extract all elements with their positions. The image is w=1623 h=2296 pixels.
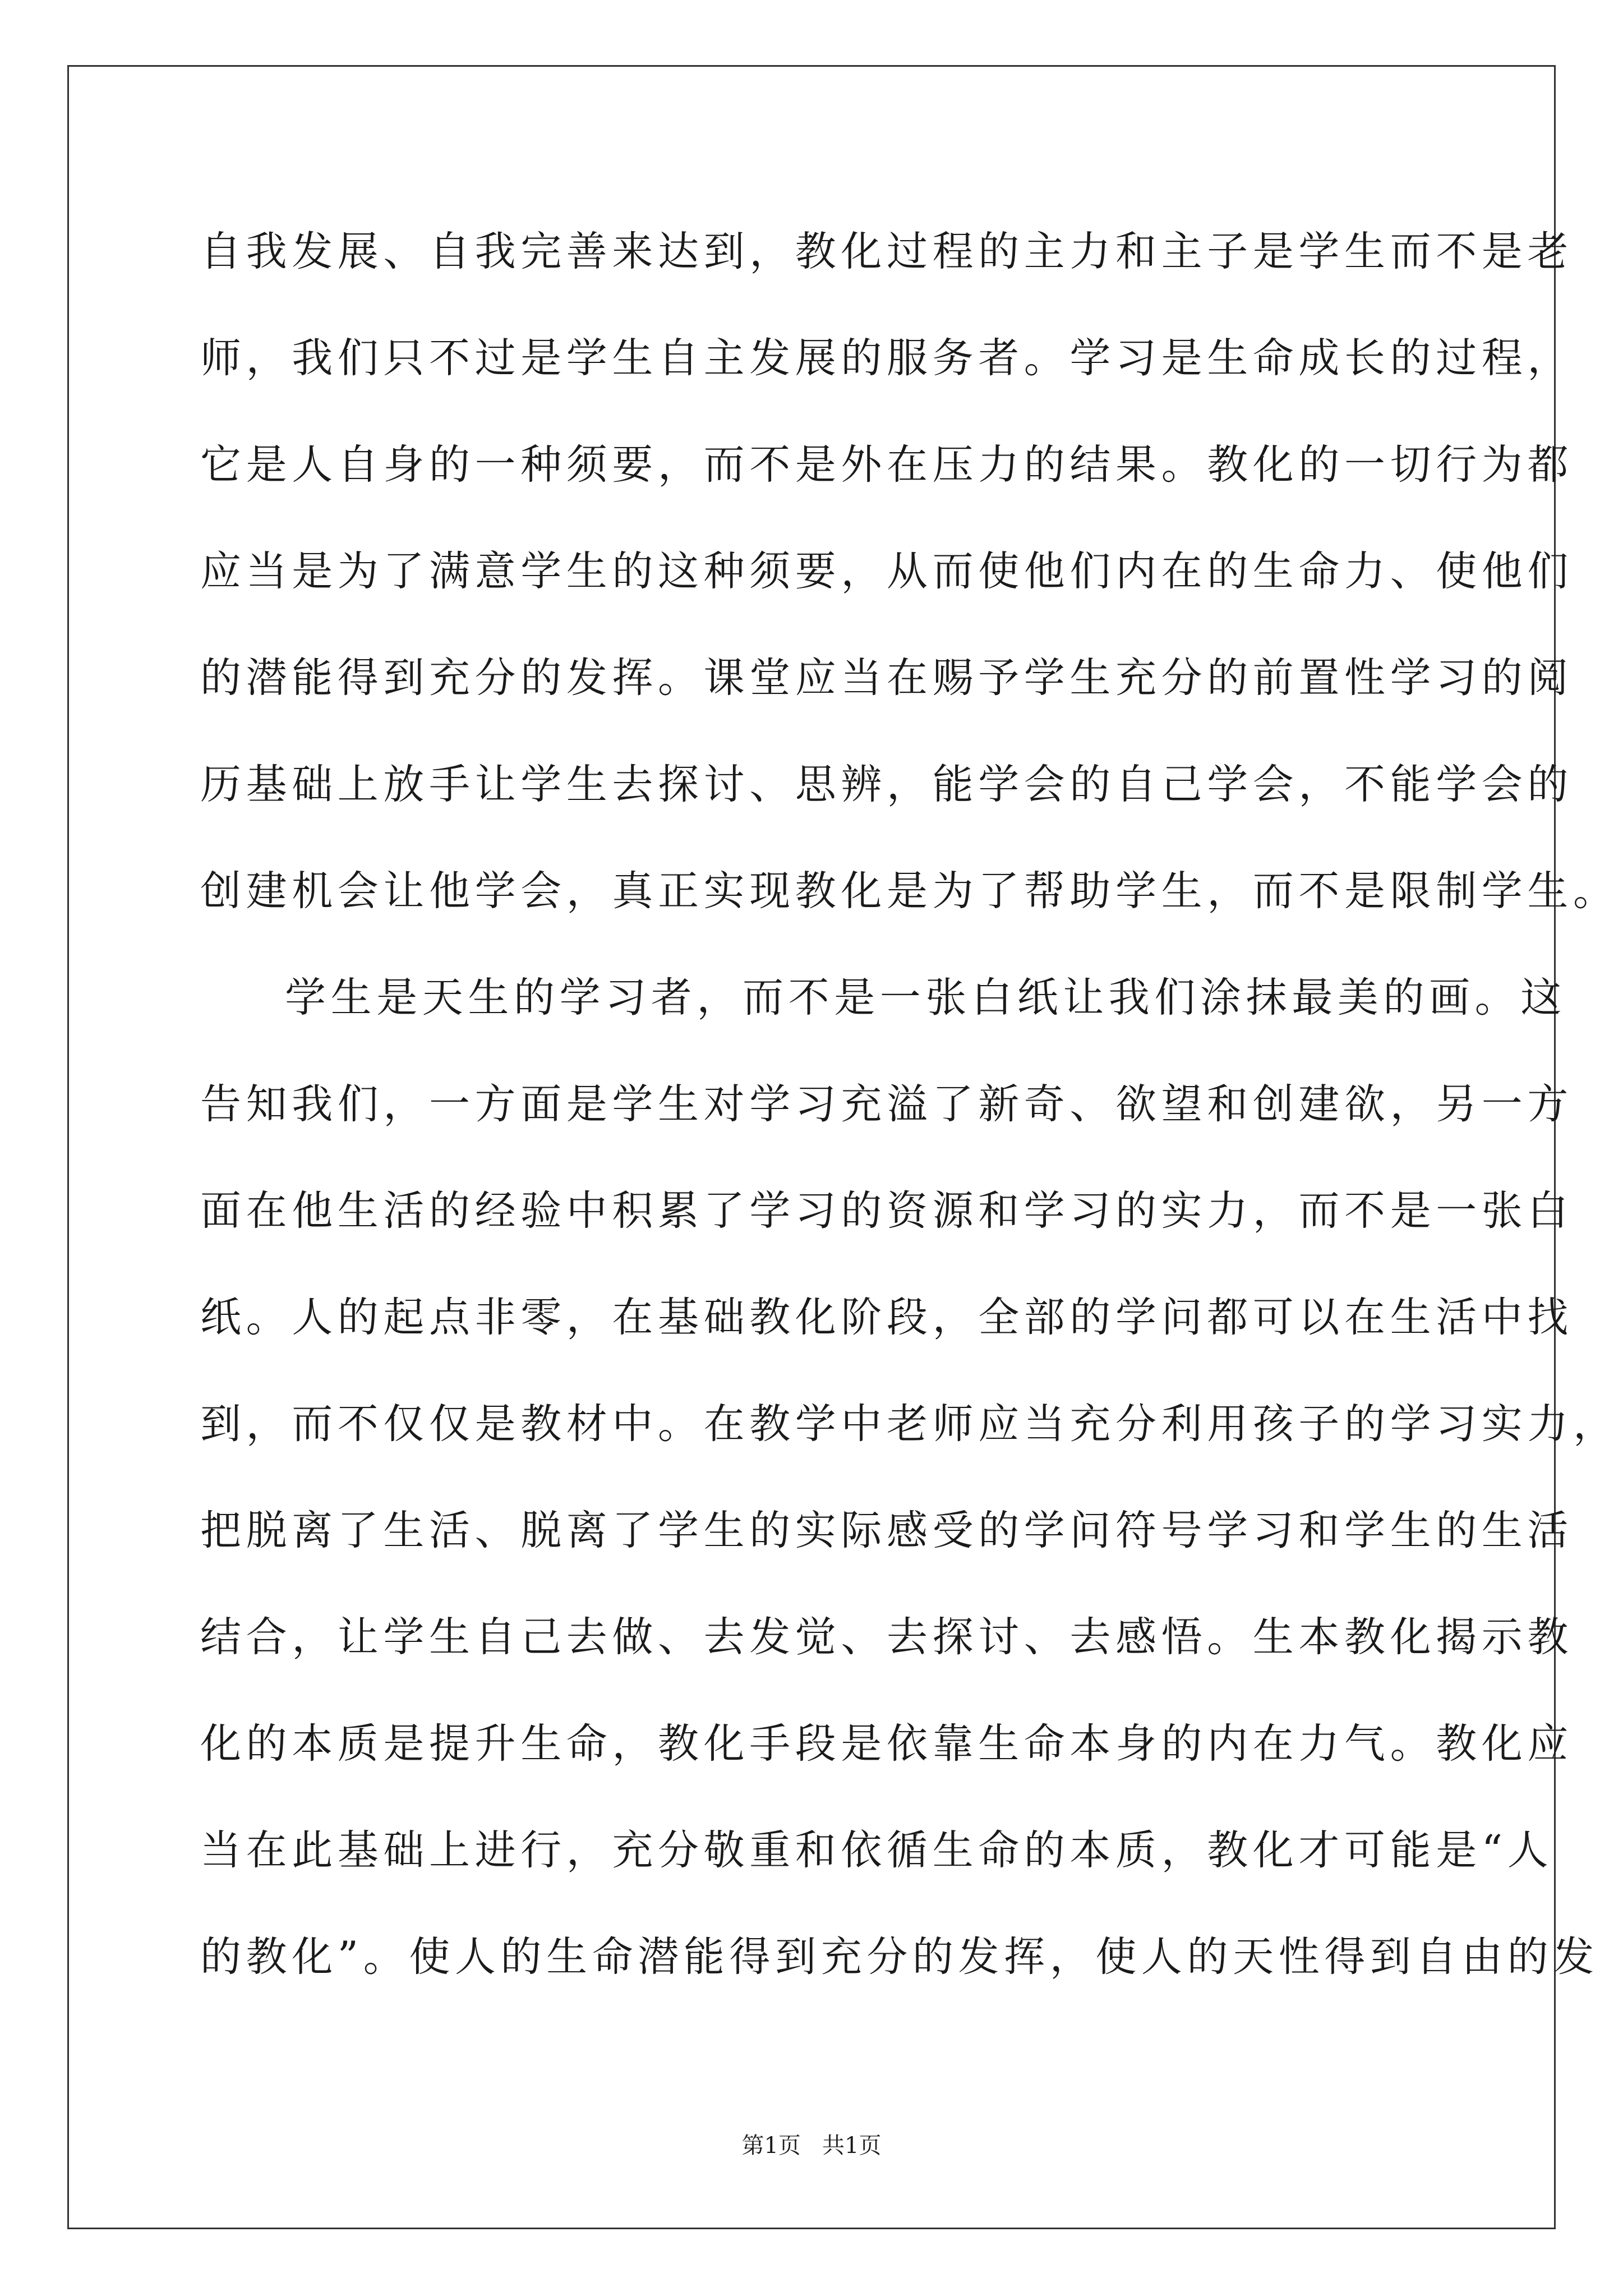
paragraph-first-line: 学生是天生的学习者，而不是一张白纸让我们涂抹最美的画。这: [285, 974, 1566, 1022]
text-line: 面在他生活的经验中积累了学习的资源和学习的实力，而不是一张白: [200, 1187, 1573, 1235]
page-number-footer: 第1页 共1页: [741, 2133, 882, 2159]
text-line: 结合，让学生自己去做、去发觉、去探讨、去感悟。生本教化揭示教: [200, 1613, 1573, 1661]
text-line: 创建机会让他学会，真正实现教化是为了帮助学生，而不是限制学生。: [200, 867, 1619, 915]
text-line: 把脱离了生活、脱离了学生的实际感受的学问符号学习和学生的生活: [200, 1507, 1573, 1554]
text-line: 的潜能得到充分的发挥。课堂应当在赐予学生充分的前置性学习的阅: [200, 654, 1573, 702]
document-body: [200, 223, 1619, 2035]
text-line: 的教化”。使人的生命潜能得到充分的发挥，使人的天性得到自由的发: [200, 1933, 1599, 1981]
text-line: 应当是为了满意学生的这种须要，从而使他们内在的生命力、使他们: [200, 547, 1573, 595]
text-line: 化的本质是提升生命，教化手段是依靠生命本身的内在力气。教化应: [200, 1720, 1573, 1768]
text-line: 师，我们只不过是学生自主发展的服务者。学习是生命成长的过程，: [200, 334, 1573, 382]
text-line: 自我发展、自我完善来达到，教化过程的主力和主子是学生而不是老: [200, 228, 1573, 275]
text-line: 它是人自身的一种须要，而不是外在压力的结果。教化的一切行为都: [200, 441, 1573, 489]
text-line: 历基础上放手让学生去探讨、思辨，能学会的自己学会，不能学会的: [200, 761, 1573, 808]
text-line: 当在此基础上进行，充分敬重和依循生命的本质，教化才可能是“人: [200, 1826, 1553, 1874]
text-line: 到，而不仅仅是教材中。在教学中老师应当充分利用孩子的学习实力，: [200, 1400, 1619, 1448]
text-line: 告知我们，一方面是学生对学习充溢了新奇、欲望和创建欲，另一方: [200, 1080, 1573, 1128]
text-line: 纸。人的起点非零，在基础教化阶段，全部的学问都可以在生活中找: [200, 1294, 1573, 1341]
